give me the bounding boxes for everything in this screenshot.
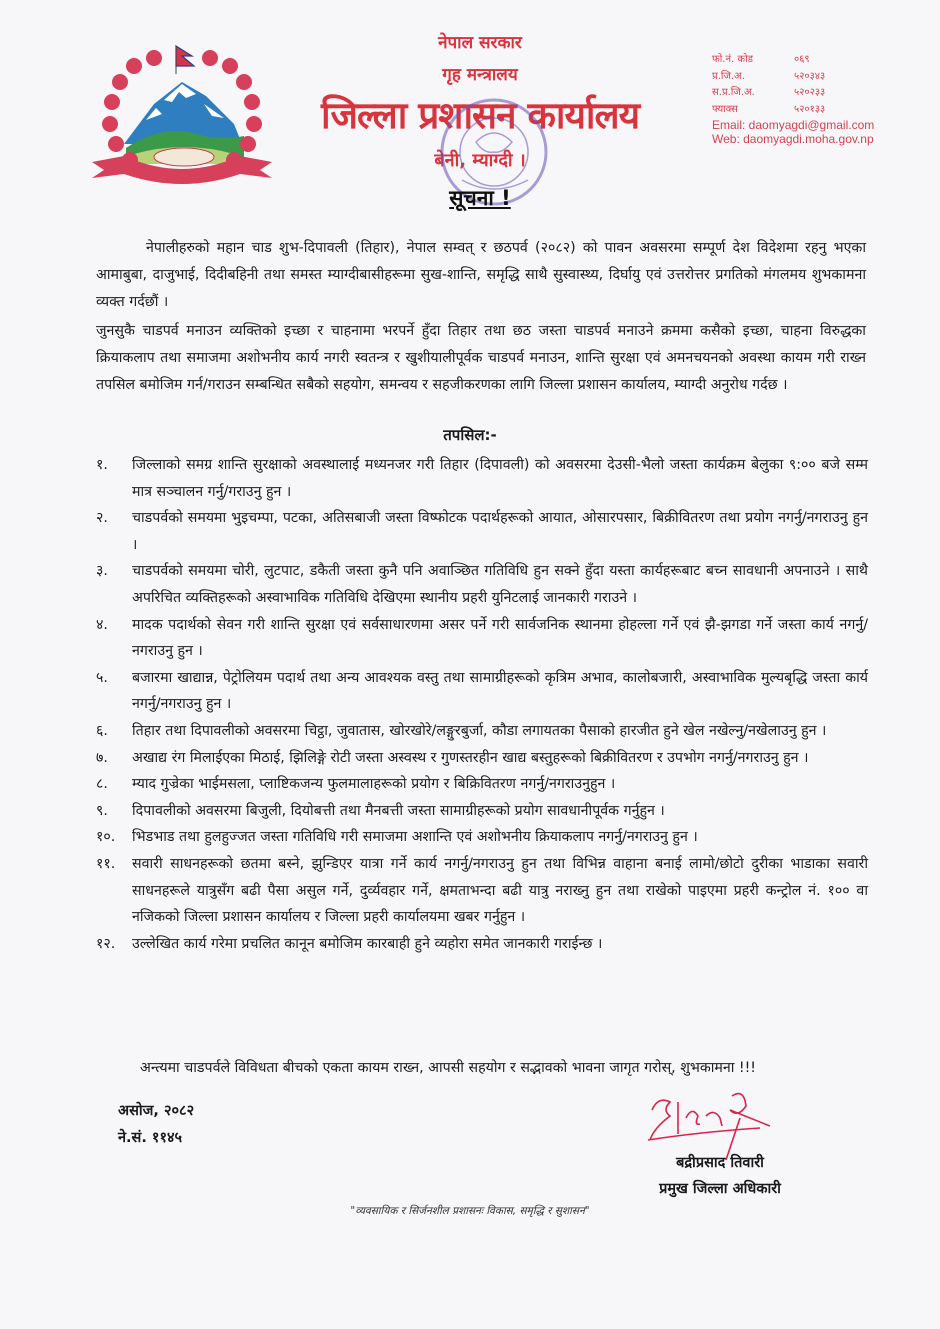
contact-label: फो.नं. कोड [712, 54, 754, 65]
item-number: ५. [96, 669, 108, 686]
item-text: अखाद्य रंग मिलाईएका मिठाई, झिलिङ्गे रोटी जस्ता अस्वस्थ र गुणस्तरहीन खाद्य बस्तुहरूको बिक्रीवितरण र उपभोग नगर्नु/नगराउनु हुन । [132, 749, 809, 766]
contact-row [712, 52, 874, 69]
contact-row [712, 102, 874, 119]
list-item [96, 931, 868, 958]
contact-web[interactable]: Web: daomyagdi.moha.gov.np [712, 132, 874, 146]
item-number: ३. [96, 563, 108, 580]
ministry-name: गृह मन्त्रालय [442, 65, 518, 85]
date-bs: असोज, २०८२ [118, 1103, 195, 1119]
contact-value: ५२०३४३ [794, 70, 826, 82]
office-name: जिल्ला प्रशासन कार्यालय [320, 94, 640, 137]
contact-value: ५२०२३३ [794, 87, 826, 98]
contact-block [712, 52, 874, 146]
list-item [96, 824, 868, 851]
list-item [96, 745, 868, 772]
item-text: दिपावलीको अवसरमा बिजुली, दियोबत्ती तथा मैनबत्ती जस्ता सामाग्रीहरूको प्रयोग सावधानीपूर्वक गर्नुहुन । [132, 802, 665, 819]
item-text: जिल्लाको समग्र शान्ति सुरक्षाको अवस्थालाई मध्यनजर गरी तिहार (दिपावली) को अवसरमा देउसी-भैलो जस्ता कार्यक्रम बेलुका ९:०० बजे सम्म मात्र सञ्चालन गर्नु/गराउनु हुन । [132, 457, 868, 500]
contact-row [712, 69, 874, 86]
signatory-title: प्रमुख जिल्ला अधिकारी [659, 1181, 781, 1197]
item-text: तिहार तथा दिपावलीको अवसरमा चिट्ठा, जुवातास, खोरखोरे/लङ्गुरबुर्जा, कौडा लगायतका पैसाको हारजीत हुने खेल नखेल्नु/नखेलाउनु हुन । [132, 722, 827, 739]
item-number: ४. [96, 616, 108, 633]
office-location: बेनी, म्याग्दी । [434, 150, 526, 171]
list-item [96, 718, 868, 745]
date-ns: ने.सं. ११४५ [118, 1130, 183, 1146]
contact-value: ०६९ [794, 54, 810, 65]
contact-label: स.प्र.जि.अ. [712, 87, 755, 98]
item-number: ७. [96, 749, 108, 766]
item-text: सवारी साधनहरूको छतमा बस्ने, झुन्डिएर यात्रा गर्ने कार्य नगर्नु/नगराउनु हुन तथा विभिन्न वाहाना बनाई लामो/छोटो दुरीका भाडाका सवारी साधनहरूले यात्रुसँग बढी पैसा असुल गर्ने, दुर्व्यवहार गर्ने, क्षमताभन्दा बढी यात्रु नराख्नु हुन तथा राखेको पाइएमा प्रहरी कन्ट्रोल नं. १०० वा नजिकको जिल्ला प्रशासन कार्यालय र जिल्ला प्रहरी कार्यालयमा खबर गर्नुहुन । [132, 855, 868, 926]
government-name: नेपाल सरकार [438, 33, 522, 53]
tapasil-heading: तपसिल:- [443, 426, 497, 444]
item-number: २. [96, 510, 108, 527]
item-text: चाडपर्वको समयमा भुइचम्पा, पटका, अतिसबाजी जस्ता विष्फोटक पदार्थहरूको आयात, ओसारपसार, बिक्रीवितरण तथा प्रयोग नगर्नु/नगराउनु हुन । [132, 510, 868, 553]
list-item [96, 558, 868, 611]
list-item [96, 452, 868, 505]
intro-paragraph: नेपालीहरुको महान चाड शुभ-दिपावली (तिहार), नेपाल सम्वत् र छठपर्व (२०८२) को पावन अवसरमा सम्पूर्ण देश विदेशमा रहनु भएका आमाबुबा, दाजुभाई, दिदीबहिनी तथा समस्त म्याग्दीबासीहरूमा सुख-शान्ति, समृद्धि साथै सुस्वास्थ्य, दिर्घायु एवं उत्तरोत्तर प्रगतिको मंगलमय शुभकामना व्यक्त गर्दछौं । [96, 240, 866, 310]
nepal-emblem-icon [84, 44, 280, 194]
item-number: ६. [96, 722, 108, 739]
signatory-name: बद्रीप्रसाद तिवारी [676, 1155, 764, 1171]
list-item [96, 505, 868, 558]
list-item [96, 798, 868, 825]
instruction-list [96, 452, 868, 957]
contact-label: फ्याक्स [712, 103, 738, 115]
contact-label: प्र.जि.अ. [712, 70, 745, 82]
contact-value: ५२०१३३ [794, 103, 826, 115]
date-block [118, 1098, 194, 1152]
item-number: ११. [96, 855, 116, 872]
list-item [96, 665, 868, 718]
contact-row [712, 85, 874, 102]
request-paragraph: जुनसुकै चाडपर्व मनाउन व्यक्तिको इच्छा र चाहनामा भरपर्ने हुँदा तिहार तथा छठ जस्ता चाडपर्व मनाउने क्रममा कसैको इच्छा, चाहना विरुद्धका क्रियाकलाप तथा समाजमा अशोभनीय कार्य नगरी स्वतन्त्र र खुशीयालीपूर्वक चाडपर्व मनाउन, शान्ति सुरक्षा एवं अमनचयनको अवस्था कायम गरी राख्न तपसिल बमोजिम गर्न/गराउन सम्बन्धित सबैको सहयोग, समन्वय र सहजीकरणका लागि जिल्ला प्रशासन कार्यालय, म्याग्दी अनुरोध गर्दछ । [96, 323, 866, 393]
item-number: १२. [96, 935, 116, 952]
notice-title: सूचना ! [449, 186, 511, 210]
item-number: १. [96, 457, 108, 473]
item-text: बजारमा खाद्यान्न, पेट्रोलियम पदार्थ तथा अन्य आवश्यक वस्तु तथा सामाग्रीहरूको कृत्रिम अभाव, कालोबजारी, अस्वाभाविक मुल्यबृद्धि जस्ता कार्य नगर्नु/नगराउनु हुन । [132, 669, 868, 713]
item-text: म्याद गुज्रेका भाईमसला, प्लाष्टिकजन्य फुलमालाहरूको प्रयोग र बिक्रिवितरण नगर्नु/नगराउनुहुन । [132, 776, 616, 793]
contact-email[interactable]: Email: daomyagdi@gmail.com [712, 118, 875, 132]
item-number: १०. [96, 829, 116, 846]
item-number: ९. [96, 802, 108, 819]
signatory-block [600, 1150, 840, 1202]
item-text: चाडपर्वको समयमा चोरी, लुटपाट, डकैती जस्ता कुनै पनि अवाञ्छित गतिविधि हुन सक्ने हुँदा यस्ता कार्यहरूबाट बच्न सावधानी अपनाउने । साथै अपरिचित व्यक्तिहरूको अस्वाभाविक गतिविधि देखिएमा स्थानीय प्रहरी युनिटलाई जानकारी गराउने । [132, 563, 868, 606]
item-text: मादक पदार्थको सेवन गरी शान्ति सुरक्षा एवं सर्वसाधारणमा असर पर्ने गरी सार्वजनिक स्थानमा होहल्ला गर्ने एवं झै-झगडा गर्ने जस्ता कार्य नगर्नु/नगराउनु हुन । [132, 616, 868, 660]
list-item [96, 612, 868, 665]
office-motto: "व्यवसायिक र सिर्जनशील प्रशासनः विकास, समृद्धि र सुशासन" [350, 1205, 590, 1217]
list-item [96, 771, 868, 798]
item-text: उल्लेखित कार्य गरेमा प्रचलित कानून बमोजिम कारबाही हुने व्यहोरा समेत जानकारी गराईन्छ । [132, 935, 603, 952]
closing-wishes: अन्त्यमा चाडपर्वले विविधता बीचको एकता कायम राख्न, आपसी सहयोग र सद्भावको भावना जागृत गरोस्, शुभकामना !!! [140, 1060, 756, 1076]
item-number: ८. [96, 776, 108, 793]
item-text: भिडभाड तथा हुलहुज्जत जस्ता गतिविधि गरी समाजमा अशान्ति एवं अशोभनीय क्रियाकलाप नगर्नु/नगराउनु हुन । [132, 829, 698, 846]
list-item [96, 851, 868, 931]
